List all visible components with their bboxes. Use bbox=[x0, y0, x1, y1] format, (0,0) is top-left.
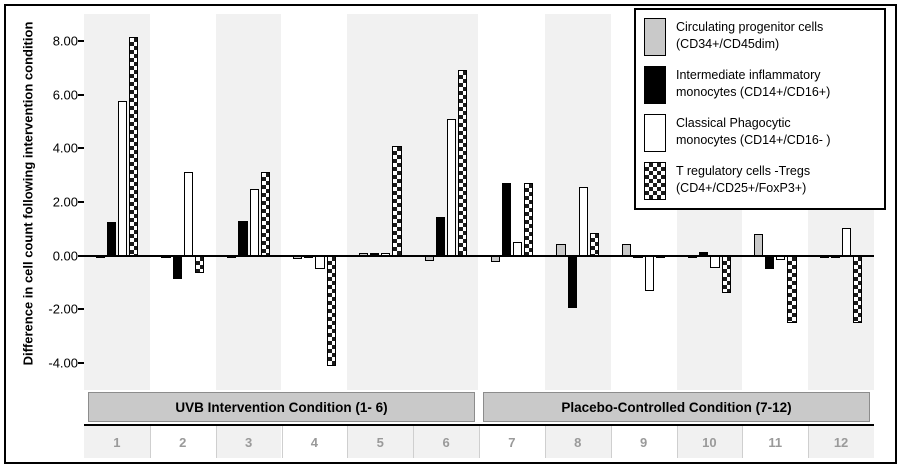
bar bbox=[304, 256, 313, 259]
bar bbox=[195, 256, 204, 273]
y-axis-tick-mark bbox=[78, 147, 84, 149]
bar bbox=[250, 189, 259, 256]
subject-number-divider bbox=[611, 426, 612, 458]
subject-number-divider bbox=[808, 426, 809, 458]
subject-number-divider bbox=[216, 426, 217, 458]
subject-number-divider bbox=[347, 426, 348, 458]
bar bbox=[590, 233, 599, 256]
bar bbox=[392, 146, 401, 256]
bar bbox=[842, 228, 851, 256]
condition-label: UVB Intervention Condition (1- 6) bbox=[88, 392, 475, 422]
bar bbox=[645, 256, 654, 291]
condition-label-row bbox=[84, 392, 874, 422]
subject-number-cell: 10 bbox=[677, 426, 743, 458]
bar bbox=[447, 119, 456, 256]
bar bbox=[491, 256, 500, 263]
legend-label-line1: Intermediate inflammatory bbox=[676, 68, 821, 82]
legend-label-line1: Circulating progenitor cells bbox=[676, 20, 824, 34]
subject-number-cell: 8 bbox=[545, 426, 611, 458]
y-axis-tick-label: 6.00 bbox=[52, 87, 78, 103]
subject-number-divider bbox=[742, 426, 743, 458]
y-axis-tick-label: 8.00 bbox=[52, 33, 78, 49]
bar bbox=[359, 253, 368, 256]
bar bbox=[656, 256, 665, 258]
y-axis-tick-mark bbox=[78, 308, 84, 310]
subject-number-cell: 4 bbox=[310, 434, 319, 450]
bar bbox=[556, 244, 565, 256]
legend-label bbox=[676, 162, 810, 197]
legend-item bbox=[644, 18, 876, 56]
bar bbox=[787, 256, 796, 323]
bar bbox=[853, 256, 862, 323]
subject-number-cell: 6 bbox=[413, 426, 479, 458]
category-band bbox=[347, 14, 413, 390]
bar bbox=[458, 70, 467, 255]
y-axis-tick-mark bbox=[78, 201, 84, 203]
bar bbox=[315, 256, 324, 269]
category-band bbox=[84, 14, 150, 390]
legend-item bbox=[644, 114, 876, 152]
bar bbox=[831, 256, 840, 259]
legend-label bbox=[676, 18, 823, 53]
bar bbox=[96, 256, 105, 258]
subject-number-cell: 12 bbox=[808, 426, 874, 458]
y-axis-tick-label: -4.00 bbox=[48, 355, 78, 371]
condition-label: Placebo-Controlled Condition (7-12) bbox=[483, 392, 870, 422]
bar bbox=[710, 256, 719, 268]
subject-number-cell: 1 bbox=[84, 426, 150, 458]
subject-number-cell: 11 bbox=[768, 434, 783, 450]
bar bbox=[370, 253, 379, 256]
bar bbox=[161, 256, 170, 258]
y-axis-tick-mark bbox=[78, 94, 84, 96]
condition-separator bbox=[478, 14, 480, 390]
y-axis-title: Difference in cell count following intervention condition bbox=[20, 21, 36, 366]
legend-item bbox=[644, 66, 876, 104]
legend-item bbox=[644, 162, 876, 200]
bar bbox=[173, 256, 182, 279]
legend-label-line2: (CD4+/CD25+/FoxP3+) bbox=[676, 181, 807, 195]
bar bbox=[107, 222, 116, 256]
legend-label bbox=[676, 114, 831, 149]
legend-label-line2: monocytes (CD14+/CD16- ) bbox=[676, 133, 831, 147]
legend-swatch-circulating-progenitor-icon bbox=[644, 18, 666, 56]
subject-number-cell: 2 bbox=[179, 434, 187, 450]
subject-number-cell: 3 bbox=[216, 426, 282, 458]
chart-legend bbox=[634, 8, 886, 210]
bar bbox=[754, 234, 763, 255]
bar bbox=[524, 183, 533, 256]
bar bbox=[579, 187, 588, 255]
bar bbox=[261, 172, 270, 255]
subject-number-cell: 7 bbox=[508, 434, 516, 450]
y-axis-tick-mark bbox=[78, 362, 84, 364]
legend-swatch-tregs-icon bbox=[644, 162, 666, 200]
legend-label bbox=[676, 66, 830, 101]
legend-label-line1: Classical Phagocytic bbox=[676, 116, 791, 130]
subject-number-cell: 5 bbox=[347, 426, 413, 458]
bar bbox=[699, 252, 708, 256]
legend-swatch-intermediate-monocytes-icon bbox=[644, 66, 666, 104]
legend-label-line2: monocytes (CD14+/CD16+) bbox=[676, 85, 831, 99]
subject-number-divider bbox=[282, 426, 283, 458]
bar bbox=[436, 217, 445, 256]
y-axis-tick-label: 0.00 bbox=[52, 248, 78, 264]
bar bbox=[327, 256, 336, 366]
subject-number-divider bbox=[479, 426, 480, 458]
category-band bbox=[545, 14, 611, 390]
bar bbox=[513, 242, 522, 255]
legend-swatch-classical-monocytes-icon bbox=[644, 114, 666, 152]
y-axis-tick-label: -2.00 bbox=[48, 301, 78, 317]
bar bbox=[184, 172, 193, 255]
bar bbox=[622, 244, 631, 256]
bar bbox=[381, 253, 390, 256]
subject-number-divider bbox=[545, 426, 546, 458]
category-band bbox=[216, 14, 282, 390]
bar bbox=[118, 101, 127, 255]
subject-number-divider bbox=[413, 426, 414, 458]
subject-number-divider bbox=[677, 426, 678, 458]
bar bbox=[776, 256, 785, 260]
bar bbox=[765, 256, 774, 269]
bar bbox=[722, 256, 731, 294]
bar bbox=[633, 256, 642, 258]
y-axis-tick-mark bbox=[78, 40, 84, 42]
bar bbox=[129, 37, 138, 256]
legend-label-line1: T regulatory cells -Tregs bbox=[676, 164, 811, 178]
subject-number-row bbox=[84, 424, 874, 456]
subject-number-divider bbox=[150, 426, 151, 458]
bar bbox=[425, 256, 434, 261]
bar bbox=[227, 256, 236, 258]
bar bbox=[820, 256, 829, 259]
bar bbox=[568, 256, 577, 308]
bar bbox=[688, 256, 697, 259]
bar bbox=[293, 256, 302, 259]
bar bbox=[238, 221, 247, 256]
bar bbox=[502, 183, 511, 256]
subject-number-cell: 9 bbox=[639, 434, 648, 450]
y-axis-tick-label: 2.00 bbox=[52, 194, 78, 210]
y-axis-tick-label: 4.00 bbox=[52, 140, 78, 156]
category-band bbox=[413, 14, 479, 390]
legend-label-line2: (CD34+/CD45dim) bbox=[676, 37, 780, 51]
